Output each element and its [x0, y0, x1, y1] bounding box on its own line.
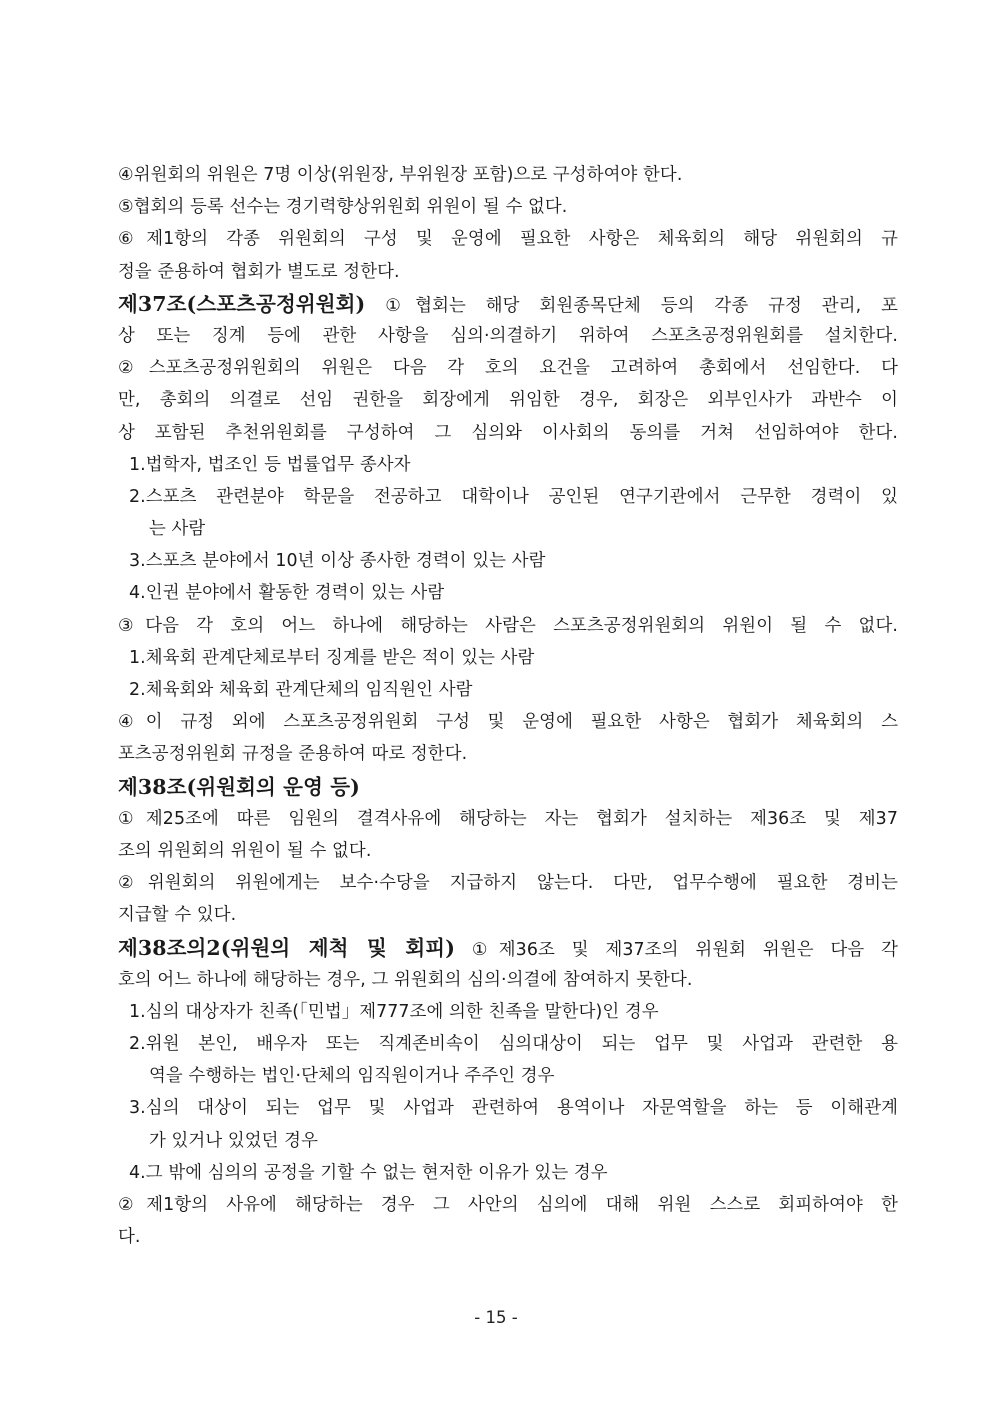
art38-2-item-3-line-2: 가 있거나 있었던 경우: [149, 1130, 318, 1151]
art37-paragraph-2-line-3: 상 포함된 추천위원회를 구성하여 그 심의와 이사회의 동의를 거쳐 선임하여야 한다.: [118, 422, 898, 443]
art37-paragraph-1-line-1: ①협회는 해당 회원종목단체 등의 각종 규정 관리, 포: [365, 295, 898, 316]
art38-2-item-3-line-1: 3.심의 대상이 되는 업무 및 사업과 관련하여 용역이나 자문역할을 하는 등 이해관계: [129, 1098, 898, 1119]
art36-paragraph-6-line-2: 정을 준용하여 협회가 별도로 정한다.: [118, 261, 400, 282]
art37-paragraph-4-line-1: ④이 규정 외에 스포츠공정위원회 구성 및 운영에 필요한 사항은 협회가 체육회의 스: [118, 712, 898, 733]
art37-paragraph-4-line-2: 포츠공정위원회 규정을 준용하여 따로 정한다.: [118, 744, 468, 765]
page-number: - 15 -: [474, 1308, 518, 1327]
art38-2-item-4: 4.그 밖에 심의의 공정을 기할 수 없는 현저한 이유가 있는 경우: [129, 1162, 608, 1183]
art37-paragraph-1-line-2: 상 또는 징계 등에 관한 사항을 심의·의결하기 위하여 스포츠공정위원회를 설치한다.: [118, 325, 898, 346]
art38-2-item-2-line-2: 역을 수행하는 법인·단체의 임직원이거나 주주인 경우: [149, 1066, 555, 1087]
art37-paragraph-2-line-2: 만, 총회의 의결로 선임 권한을 회장에게 위임한 경우, 회장은 외부인사가 과반수 이: [118, 390, 898, 411]
art38-2-paragraph-2-line-2: 다.: [118, 1227, 141, 1248]
art36-paragraph-4: ④위원회의 위원은 7명 이상(위원장, 부위원장 포함)으로 구성하여야 한다.: [118, 165, 683, 185]
art38-2-item-2-line-1: 2.위원 본인, 배우자 또는 직계존비속이 심의대상이 되는 업무 및 사업과 관련한 용: [129, 1034, 898, 1055]
art37-heading: 제37조(스포츠공정위원회): [118, 291, 366, 316]
art38-paragraph-1-line-2: 조의 위원회의 위원이 될 수 없다.: [118, 840, 372, 861]
document-body: [118, 159, 898, 1253]
art36-paragraph-6-line-1: ⑥제1항의 각종 위원회의 구성 및 운영에 필요한 사항은 체육회의 해당 위원회의 규: [118, 229, 898, 250]
art37-item-a2-line-2: 는 사람: [149, 519, 206, 540]
art38-2-heading: 제38조의2(위원의 제척 및 회피): [118, 935, 455, 960]
art37-item-b1: 1.체육회 관계단체로부터 징계를 받은 적이 있는 사람: [129, 647, 535, 668]
art37-item-a3: 3.스포츠 분야에서 10년 이상 종사한 경력이 있는 사람: [129, 551, 546, 572]
art36-paragraph-5: ⑤협회의 등록 선수는 경기력향상위원회 위원이 될 수 없다.: [118, 197, 568, 218]
art38-2-item-1: 1.심의 대상자가 친족(「민법」제777조에 의한 친족을 말한다)인 경우: [129, 1001, 659, 1022]
art38-paragraph-1-line-1: ①제25조에 따른 임원의 결격사유에 해당하는 자는 협회가 설치하는 제36조 및 제37: [118, 808, 898, 829]
art37-paragraph-2-line-1: ②스포츠공정위원회의 위원은 다음 각 호의 요건을 고려하여 총회에서 선임한다. 다: [118, 358, 898, 379]
art38-2-heading-line: [118, 932, 898, 964]
art37-item-b2: 2.체육회와 체육회 관계단체의 임직원인 사람: [129, 680, 473, 700]
art37-paragraph-3: ③다음 각 호의 어느 하나에 해당하는 사람은 스포츠공정위원회의 위원이 될 수 없다.: [118, 615, 898, 636]
art37-item-a1: 1.법학자, 법조인 등 법률업무 종사자: [129, 454, 411, 475]
art38-heading: 제38조(위원회의 운영 등): [118, 774, 360, 799]
art38-2-paragraph-1-line-1: ①제36조 및 제37조의 위원회 위원은 다음 각: [455, 939, 898, 960]
art38-paragraph-2-line-2: 지급할 수 있다.: [118, 905, 237, 926]
art38-paragraph-2-line-1: ②위원회의 위원에게는 보수·수당을 지급하지 않는다. 다만, 업무수행에 필요한 경비는: [118, 873, 898, 894]
art37-item-a4: 4.인권 분야에서 활동한 경력이 있는 사람: [129, 583, 445, 604]
art38-2-paragraph-1-line-2: 호의 어느 하나에 해당하는 경우, 그 위원회의 심의·의결에 참여하지 못한다.: [118, 969, 693, 990]
art37-item-a2-line-1: 2.스포츠 관련분야 학문을 전공하고 대학이나 공인된 연구기관에서 근무한 경력이 있: [129, 486, 898, 507]
art37-heading-line: [118, 288, 898, 320]
art38-2-paragraph-2-line-1: ②제1항의 사유에 해당하는 경우 그 사안의 심의에 대해 위원 스스로 회피하여야 한: [118, 1195, 898, 1215]
